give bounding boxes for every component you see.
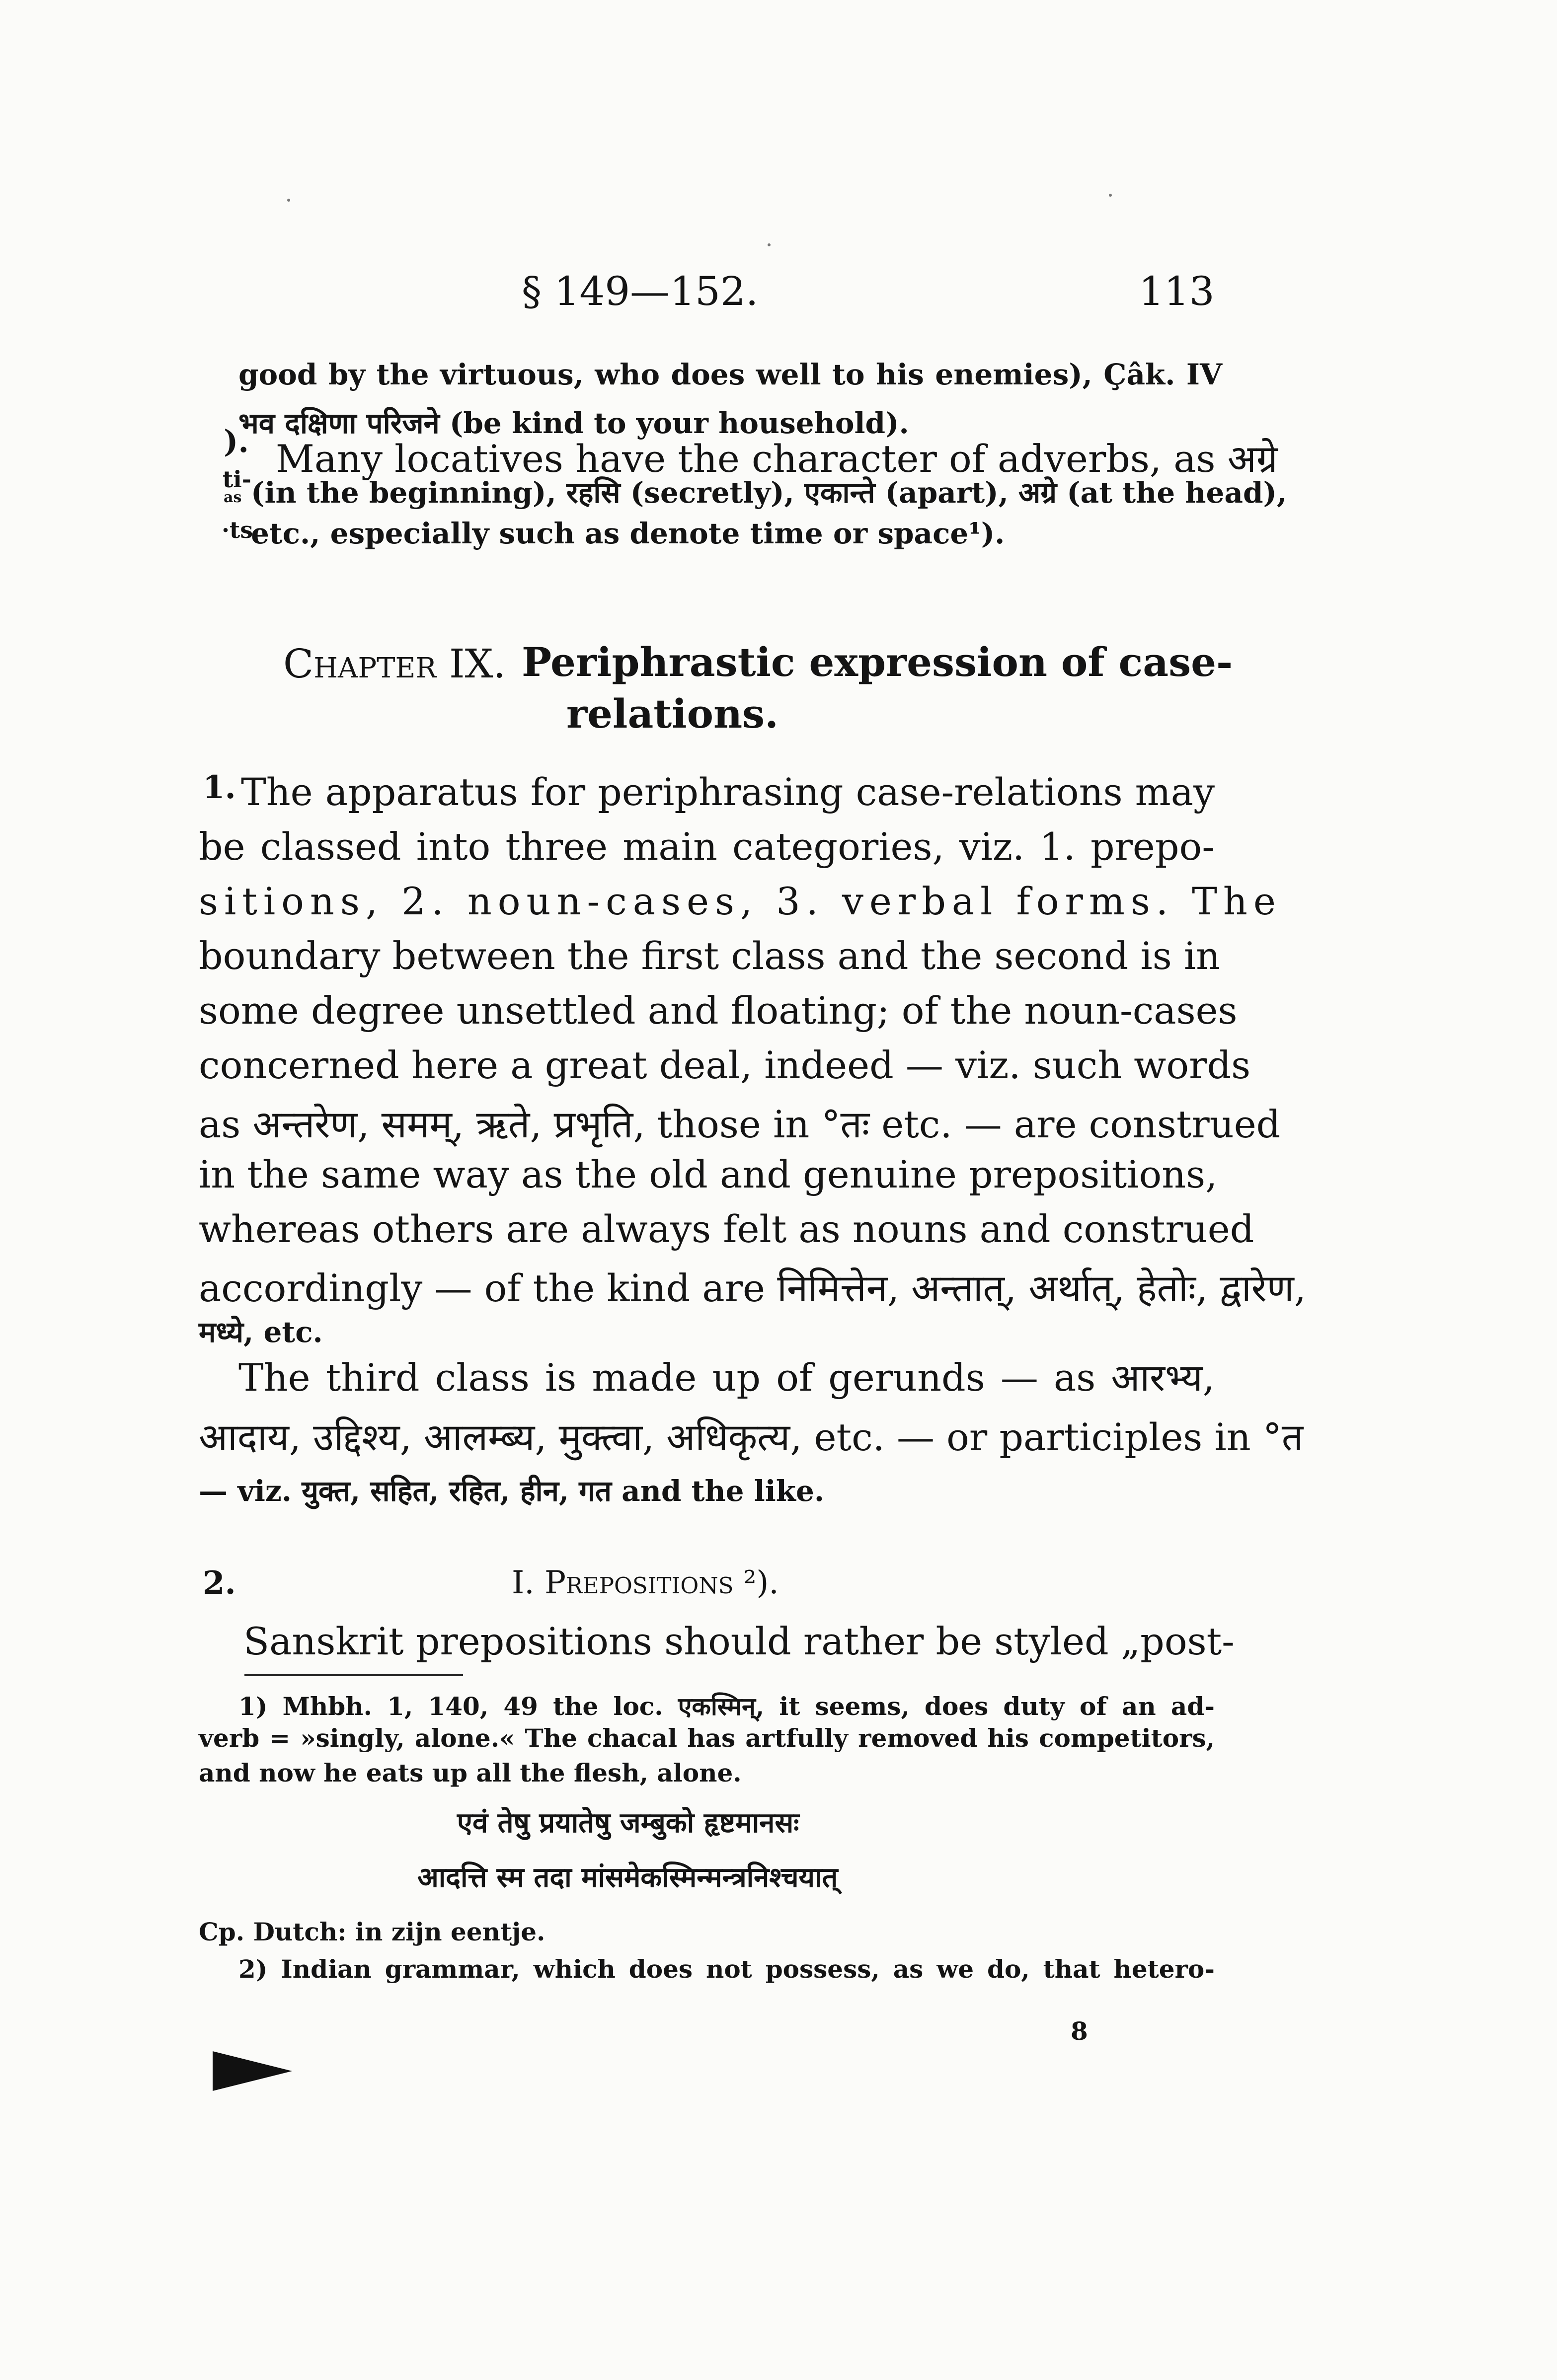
footnote-line: 1) Mhbh. 1, 140, 49 the loc. एकस्मिन्, it seems, does duty of an ad- bbox=[238, 1692, 1215, 1721]
text-line: some degree unsettled and floating; of the noun-cases bbox=[199, 988, 1238, 1033]
text-line: whereas others are always felt as nouns and construed bbox=[199, 1207, 1254, 1251]
text-line: Sanskrit prepositions should rather be styled „post- bbox=[243, 1619, 1235, 1663]
text-line: etc., especially such as denote time or space¹). bbox=[251, 517, 1005, 550]
speck bbox=[1109, 194, 1112, 197]
page-number: 113 bbox=[1139, 268, 1215, 314]
footnote-rule bbox=[244, 1674, 463, 1676]
text-line: in the same way as the old and genuine prepositions, bbox=[199, 1152, 1218, 1196]
section-header: § 149—152. bbox=[522, 268, 759, 314]
text-line: — viz. युक्त, सहित, रहित, हीन, गत and the like. bbox=[199, 1474, 825, 1508]
text-line: Many locatives have the character of adverbs, as अग्रे bbox=[276, 437, 1278, 481]
margin-note: ). bbox=[224, 423, 249, 459]
section-heading: I. Prepositions ²). bbox=[512, 1564, 779, 1601]
text-line: मध्ये, etc. bbox=[199, 1315, 323, 1349]
chapter-label: Chapter IX. bbox=[283, 641, 506, 687]
margin-note: ti- bbox=[223, 466, 251, 493]
section-number: 2. bbox=[203, 1564, 236, 1602]
margin-note: ·ts bbox=[222, 517, 253, 543]
corner-mark-icon bbox=[213, 2051, 292, 2091]
text-line: be classed into three main categories, viz. 1. prepo- bbox=[199, 824, 1215, 869]
chapter-title: relations. bbox=[566, 690, 779, 737]
text-line: sitions, 2. noun-cases, 3. verbal forms. The bbox=[199, 879, 1282, 923]
text-line: accordingly — of the kind are निमित्तेन, अन्तात्, अर्थात्, हेतोः, द्वारेण, bbox=[199, 1266, 1306, 1310]
footnote-line: and now he eats up all the flesh, alone. bbox=[199, 1758, 742, 1787]
text-line: good by the virtuous, who does well to his enemies), Çâk. IV bbox=[238, 358, 1222, 391]
text-line: The apparatus for periphrasing case-relations may bbox=[241, 770, 1215, 814]
margin-note: as bbox=[224, 489, 242, 506]
speck bbox=[768, 243, 771, 246]
text-line: concerned here a great deal, indeed — viz. such words bbox=[199, 1043, 1251, 1087]
signature-mark: 8 bbox=[1071, 2016, 1088, 2046]
text-line: आदाय, उद्दिश्य, आलम्ब्य, मुक्त्वा, अधिकृत्य, etc. — or participles in °त bbox=[199, 1415, 1304, 1459]
text-line: भव दक्षिणा परिजने (be kind to your household). bbox=[238, 406, 909, 440]
chapter-title: Periphrastic expression of case- bbox=[522, 639, 1233, 685]
footnote-line: verb = »singly, alone.« The chacal has artfully removed his competitors, bbox=[199, 1723, 1215, 1753]
verse-line: आदत्ति स्म तदा मांसमेकस्मिन्मन्त्रनिश्चयात् bbox=[417, 1861, 838, 1894]
text-line: (in the beginning), रहसि (secretly), एकान्ते (apart), अग्रे (at the head), bbox=[251, 476, 1287, 510]
section-number: 1. bbox=[203, 769, 236, 806]
speck bbox=[287, 199, 290, 202]
verse-line: एवं तेषु प्रयातेषु जम्बुको हृष्टमानसः bbox=[457, 1806, 799, 1839]
text-line: The third class is made up of gerunds — as आरभ्य, bbox=[238, 1355, 1215, 1400]
footnote-line: 2) Indian grammar, which does not possess, as we do, that hetero- bbox=[238, 1954, 1215, 1984]
text-line: boundary between the first class and the second is in bbox=[199, 934, 1221, 978]
footnote-line: Cp. Dutch: in zijn eentje. bbox=[199, 1917, 545, 1946]
text-line: as अन्तरेण, समम्, ऋते, प्रभृति, those in °तः etc. — are construed bbox=[199, 1102, 1281, 1146]
